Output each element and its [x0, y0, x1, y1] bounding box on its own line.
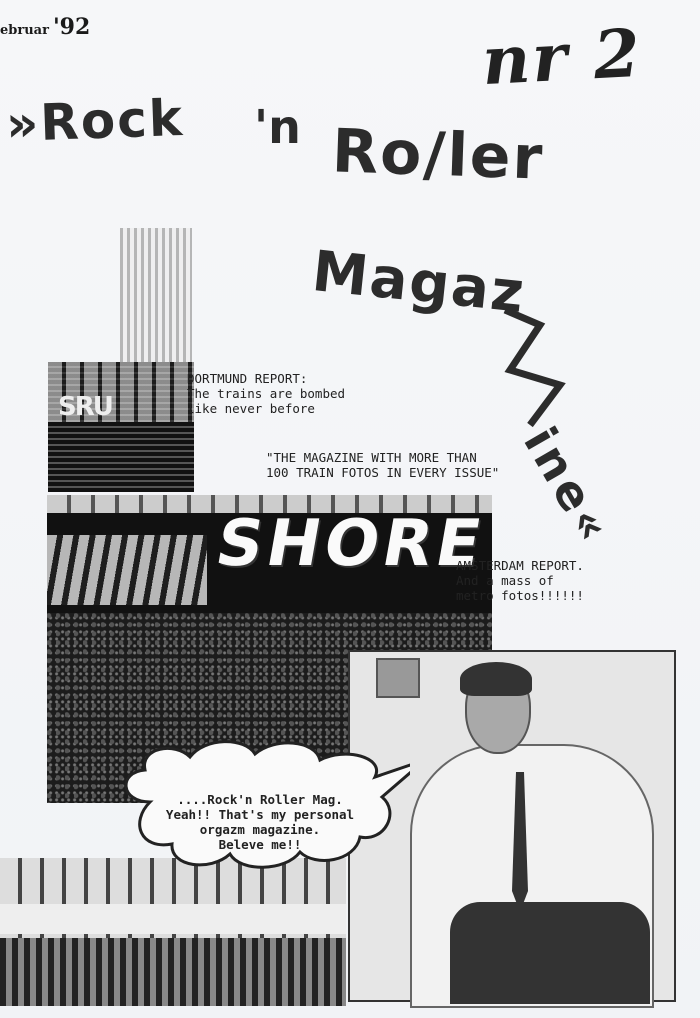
street-train-photo: [0, 858, 346, 1006]
speech-bubble-text: [140, 792, 380, 852]
train-left-piece: [47, 535, 207, 605]
date-year: '92: [52, 14, 91, 40]
dortmund-caption-line3: like never before: [187, 401, 315, 416]
amsterdam-caption-line2: And a mass of: [456, 573, 554, 588]
amsterdam-caption-line3: metro fotos!!!!!!: [456, 588, 584, 603]
magazine-quote: [266, 450, 499, 480]
issue-number: nr 2: [480, 13, 644, 101]
quote-line1: "THE MAGAZINE WITH MORE THAN: [266, 450, 477, 465]
bubble-line2: Yeah!! That's my personal: [165, 807, 355, 822]
title-roller: Ro/ler: [330, 116, 546, 194]
title-magaz: Magaz: [309, 238, 529, 327]
bubble-line4: Beleve me!!: [218, 837, 302, 852]
street-train-graffiti: [0, 938, 346, 1006]
title-zigzag-z: [500, 290, 580, 430]
officer-legs: [450, 902, 650, 1004]
bubble-line3: orgazm magazine.: [199, 822, 321, 837]
tram-graffiti: SRU: [58, 392, 112, 422]
date-month: ebruar: [0, 23, 49, 38]
wall-picture: [376, 658, 420, 698]
shore-train-photo: [47, 495, 492, 615]
dortmund-tram-photo: [48, 362, 194, 492]
dortmund-caption-line2: The trains are bombed: [187, 386, 346, 401]
street-train-band: [0, 904, 346, 934]
title-n: 'n: [254, 100, 301, 154]
issue-date: [0, 14, 90, 40]
dortmund-caption: [187, 371, 345, 416]
amsterdam-caption-line1: AMSTERDAM REPORT.: [456, 558, 584, 573]
dortmund-caption-line1: DORTMUND REPORT:: [187, 371, 308, 386]
amsterdam-caption: [456, 558, 584, 603]
bubble-line1: ....Rock'n Roller Mag.: [177, 792, 343, 807]
title-rock: »Rock: [5, 88, 186, 154]
quote-line2: 100 TRAIN FOTOS IN EVERY ISSUE": [266, 465, 500, 480]
shore-graffiti: SHORE: [210, 507, 491, 581]
title-ine: ine«: [513, 418, 623, 554]
tower-photo: [120, 228, 192, 368]
officer-hair: [460, 662, 532, 696]
